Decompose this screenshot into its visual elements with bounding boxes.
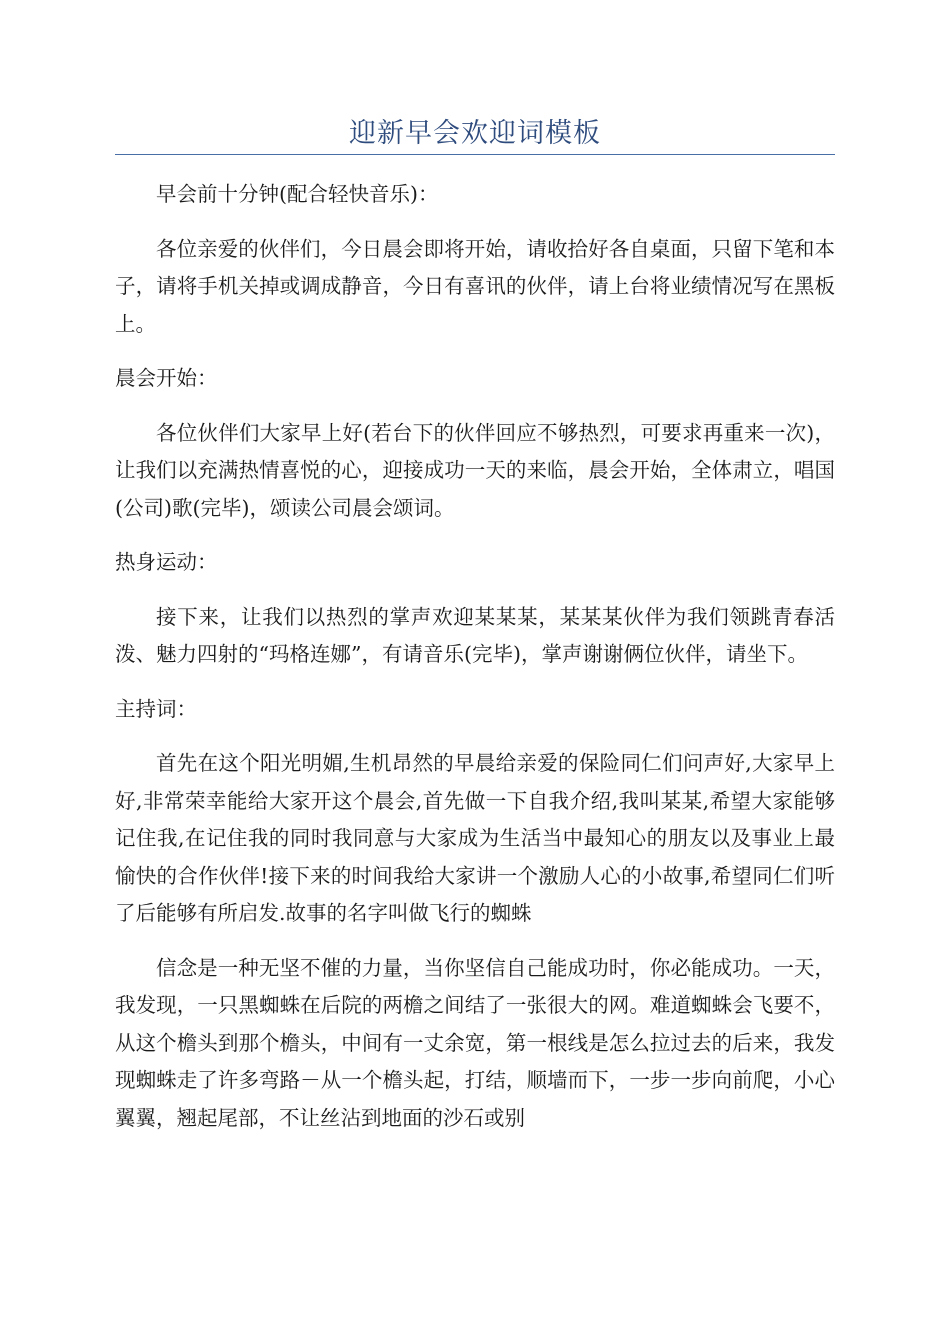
paragraph: 各位亲爱的伙伴们，今日晨会即将开始，请收拾好各自桌面，只留下笔和本子，请将手机关掉或调成静音，今日有喜讯的伙伴，请上台将业绩情况写在黑板上。 — [115, 236, 835, 336]
paragraph: 首先在这个阳光明媚,生机昂然的早晨给亲爱的保险同仁们问声好,大家早上好,非常荣幸能给大家开这个晨会,首先做一下自我介绍,我叫某某,希望大家能够记住我,在记住我的同时我同意与大家成为生活当中最知心的朋友以及事业上最愉快的合作伙伴!接下来的时间我给大家讲一个激励人心的小故事,希望同仁们听了后能够有所启发.故事的名字叫做飞行的蜘蛛 — [115, 751, 835, 925]
document-body — [115, 176, 835, 1154]
title-underline — [115, 154, 835, 155]
paragraph: 信念是一种无坚不催的力量，当你坚信自己能成功时，你必能成功。一天，我发现，一只黑蜘蛛在后院的两檐之间结了一张很大的网。难道蜘蛛会飞要不，从这个檐头到那个檐头，中间有一丈余宽，第一根线是怎么拉过去的后来，我发现蜘蛛走了许多弯路－从一个檐头起，打结，顺墙而下，一步一步向前爬，小心翼翼，翘起尾部，不让丝沾到地面的沙石或别 — [115, 955, 835, 1130]
paragraph: 早会前十分钟(配合轻快音乐)： — [156, 182, 439, 206]
paragraph: 各位伙伴们大家早上好(若台下的伙伴回应不够热烈，可要求再重来一次)，让我们以充满热情喜悦的心，迎接成功一天的来临，晨会开始，全体肃立，唱国(公司)歌(完毕)，颂读公司晨会颂词。 — [115, 420, 835, 520]
paragraph: 接下来，让我们以热烈的掌声欢迎某某某，某某某伙伴为我们领跳青春活泼、魅力四射的“玛格连娜”，有请音乐(完毕)，掌声谢谢俩位伙伴，请坐下。 — [115, 604, 835, 666]
section-heading: 热身运动： — [115, 550, 218, 574]
section-heading: 主持词： — [115, 696, 197, 721]
section-heading: 晨会开始： — [115, 366, 218, 390]
document-title: 迎新早会欢迎词模板 — [349, 118, 601, 149]
